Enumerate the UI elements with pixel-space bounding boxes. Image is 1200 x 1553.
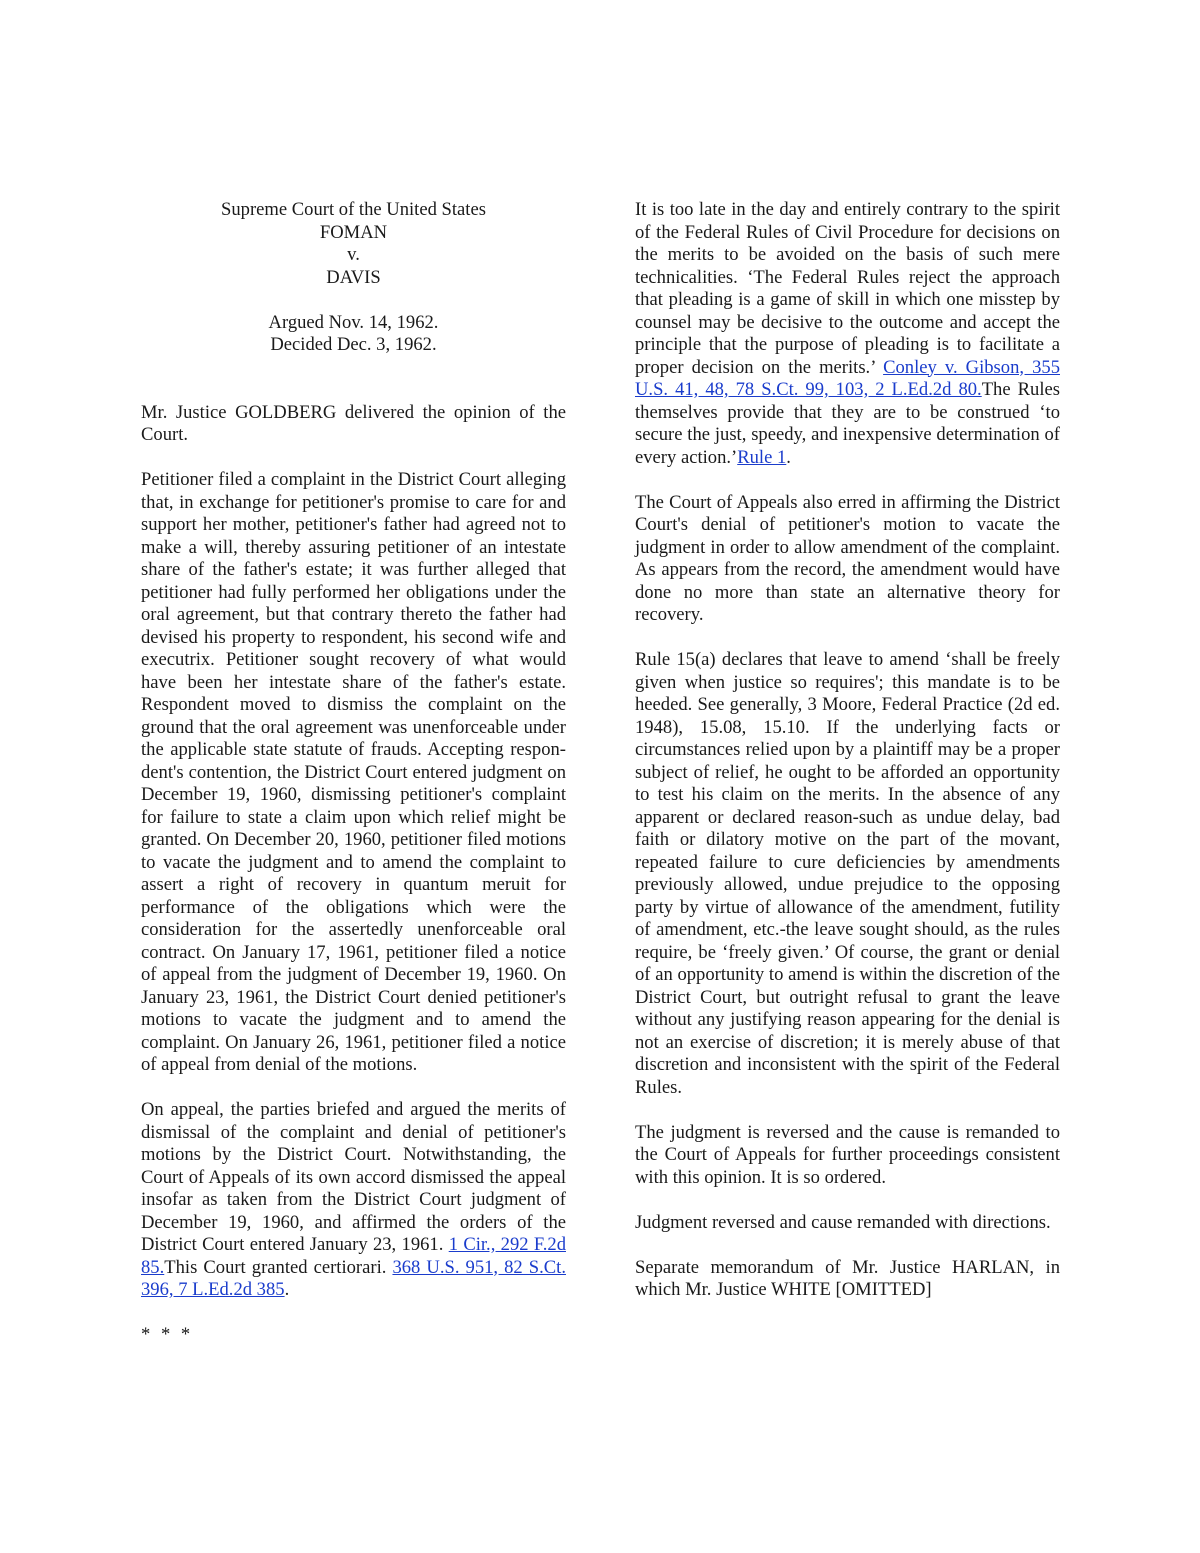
paragraph-appeal xyxy=(141,1099,566,1302)
case-header xyxy=(141,199,566,357)
argued-date: Argued Nov. 14, 1962. xyxy=(268,311,439,333)
paragraph-also-erred: The Court of Appeals also erred in affirming the District Court's denial of petitioner's motion to vacate the judgment in order to allow amendment of the complaint. As appears from the record, the amendment would have done no more than state an alternative theory for recovery. xyxy=(635,491,1060,625)
paragraph-reversed: The judgment is reversed and the cause is remanded to the Court of Appeals for further proceedings consistent with this opinion. It is so ordered. xyxy=(635,1121,1060,1188)
citation-1-cir[interactable]: 1 Cir., 292 F.2d 85. xyxy=(141,1234,566,1278)
citation-rule-1[interactable]: Rule 1 xyxy=(737,446,787,468)
paragraph-rule-15a: Rule 15(a) declares that leave to amend ‘shall be freely given when justice so requires'; this mandate is to be heeded. See generally, 3 Moore, Federal Practice (2d ed. 1948), 15.08, 15.10. If the underlying facts or circumstances relied upon by a plaintiff may be a proper subject of relief, he ought to be afforded an opportunity to test his claim on the merits. In the absence of any apparent or declared reason-such as undue delay, bad faith or dilatory motive on the part of the movant, repeated failure to cure deficiencies by amendments previously allowed, undue prejudice to the opposing party by virtue of allowance of the amendment, futility of amendment, etc.-the leave sought should, as the rules require, be ‘freely given.’ Of course, the grant or denial of an opportunity to amend is within the discretion of the District Court, but outright refusal to grant the leave without any justifying reason appearing for the denial is not an exercise of discretion; it is merely abuse of that discretion and inconsistent with the spirit of the Federal Rules. xyxy=(635,649,1060,1098)
paragraph-too-late-end: . xyxy=(786,446,791,468)
paragraph-appeal-end: . xyxy=(284,1279,290,1300)
paragraph-appeal-text: On appeal, the parties briefed and argued the merits of dismissal of the complaint and denial of petitioner's motions by the District Court. Notwithstanding, the Court of Appeals of its own accord dismissed the appeal insofar as taken from the District Court judgment of December 19, 1960, and affirmed the orders of the District Court entered January 23, 1961. xyxy=(141,1099,566,1255)
paragraph-judgment: Judgment reversed and cause remanded with directions. xyxy=(635,1211,1051,1233)
opinion-intro: Mr. Justice GOLDBERG delivered the opinion of the Court. xyxy=(141,401,566,445)
paragraph-facts: Petitioner filed a complaint in the District Court alleging that, in exchange for petitioner's promise to care for and support her mother, petitioner's father had agreed not to make a will, thereby assuring petitioner of an intestate share of the father's estate; it was further alleged that petitioner had fully performed her obligations under the oral agreement, but that contrary thereto the father had devised his property to respondent, his second wife and executrix. Petitioner sought recovery of what would have been her intestate share of the father's estate. Respondent moved to dismiss the complaint on the ground that the oral agreement was unenforceable under the applicable state statute of frauds. Accepting respondent's contention, the District Court entered judgment on December 19, 1960, dismissing petitioner's complaint for failure to state a claim upon which relief might be granted. On December 20, 1960, petitioner filed motions to vacate the judgment and to amend the complaint to assert a right of recovery in quantum meruit for performance of the obligations which were the consideration for the assertedly unenforceable oral contract. On January 17, 1961, petitioner filed a notice of appeal from the judgment of December 19, 1960. On January 23, 1961, the District Court denied petitioner's motions to vacate the judgment and to amend the complaint. On January 26, 1961, petitioner filed a notice of appeal from denial of the motions. xyxy=(141,469,566,1075)
party-petitioner: FOMAN xyxy=(319,221,388,243)
left-column xyxy=(141,199,566,1347)
omission-stars: * * * xyxy=(141,1324,194,1345)
versus: v. xyxy=(347,244,360,265)
decided-date: Decided Dec. 3, 1962. xyxy=(270,334,437,355)
paragraph-appeal-text2: This Court granted certiorari. xyxy=(164,1256,393,1278)
citation-368-us[interactable]: 368 U.S. 951, 82 S.Ct. 396, 7 L.Ed.2d 385 xyxy=(141,1256,566,1300)
paragraph-too-late-text2: The Rules themselves provide that they are to be construed ‘to secure the just, speedy, and inexpensive determination of every action.’ xyxy=(635,379,1060,468)
paragraph-separate-memo: Separate memorandum of Mr. Justice HARLAN, in which Mr. Justice WHITE [OMITTED] xyxy=(635,1256,1060,1300)
paragraph-too-late xyxy=(635,199,1060,469)
court-name: Supreme Court of the United States xyxy=(221,199,486,220)
right-column xyxy=(635,199,1060,1324)
party-respondent: DAVIS xyxy=(326,266,381,288)
paragraph-too-late-text: It is too late in the day and entirely contrary to the spirit of the Federal Rules of Civil Procedure for decisions on the merits to be avoided on the basis of such mere technicalities. ‘The Federal Rules reject the approach that pleading is a game of skill in which one misstep by counsel may be decisive to the outcome and accept the principle that the purpose of pleading is to facilitate a proper decision on the merits.’ xyxy=(635,199,1060,378)
citation-conley[interactable]: Conley v. Gibson, 355 U.S. 41, 48, 78 S.Ct. 99, 103, 2 L.Ed.2d 80. xyxy=(635,356,1060,400)
